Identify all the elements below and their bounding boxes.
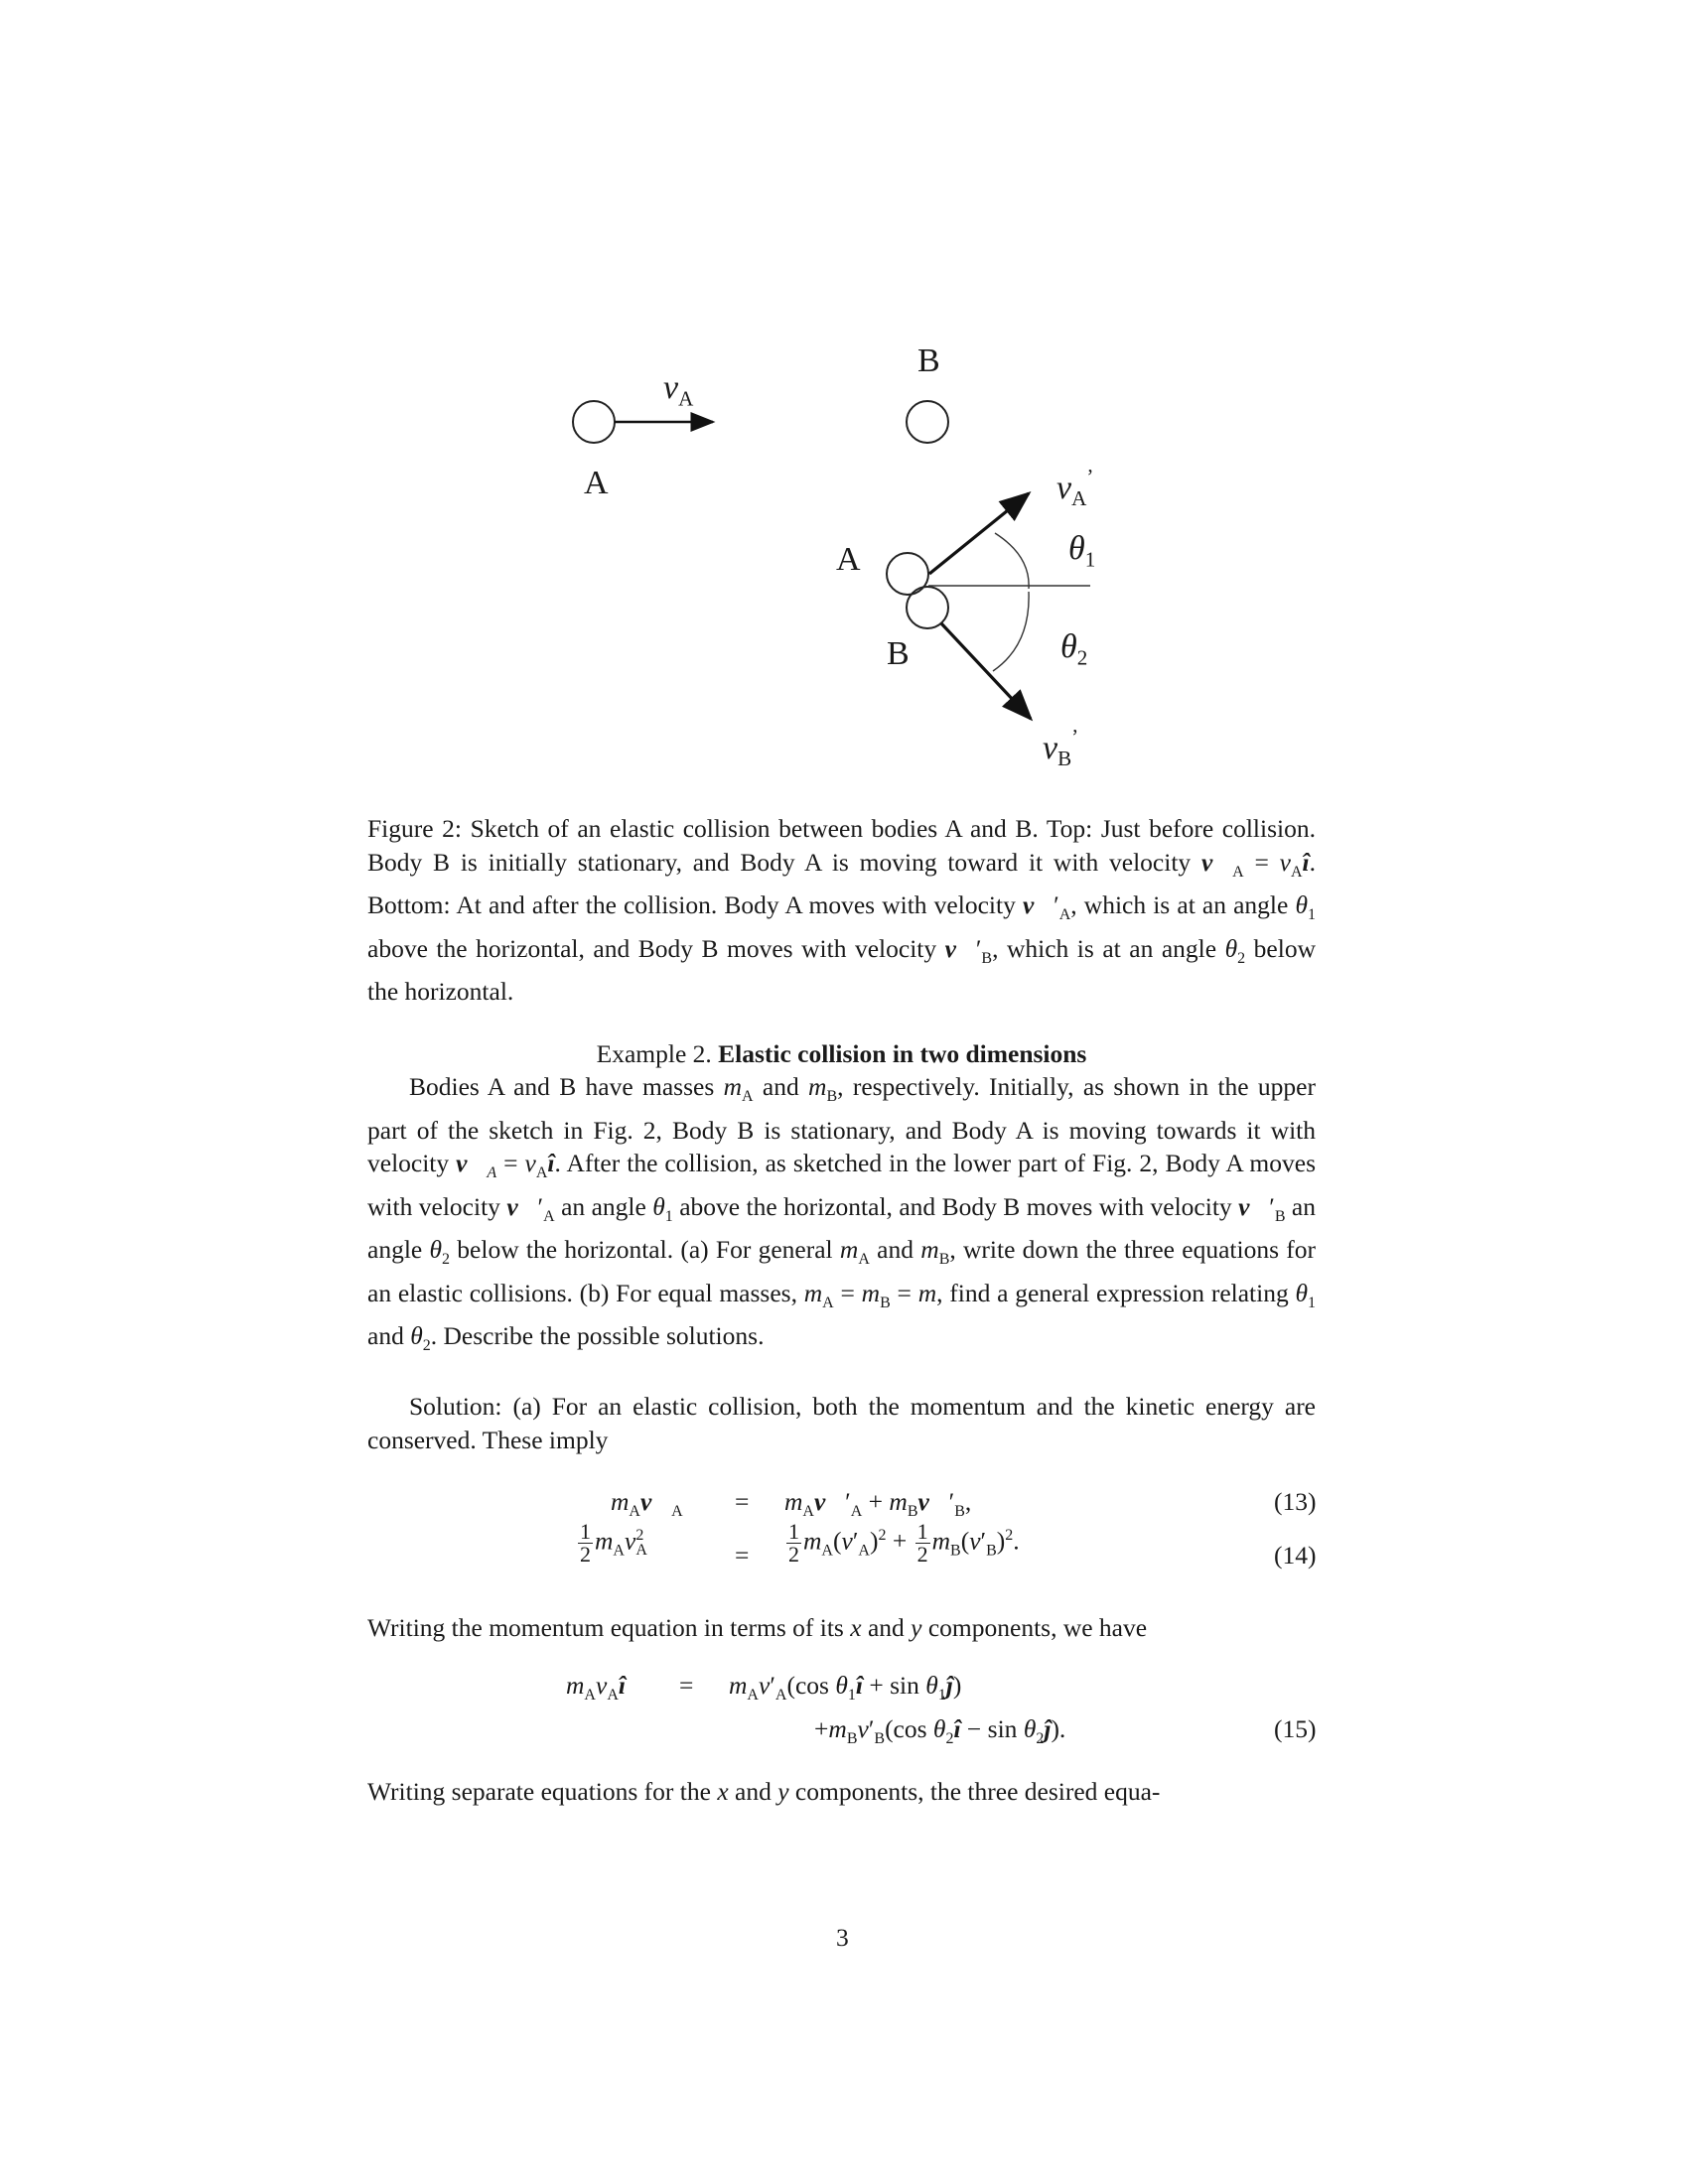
- example-heading-title: Elastic collision in two dimensions: [718, 1039, 1087, 1068]
- va-prime-mark: ’: [1086, 465, 1094, 488]
- label-theta1: [1068, 530, 1095, 572]
- top-body-a-circle: [573, 401, 615, 443]
- va-subscript: A: [678, 386, 694, 411]
- equation-13-lhs: $m_Av⃗_A$: [611, 1487, 683, 1521]
- equation-14-rhs: $\frac{1}{2}$ $m_A(v'_A)^2$ + $\frac{1}{2}$ $m_B(v'_B)^2$.: [788, 1519, 1020, 1567]
- final-line-text: Writing separate equations for the x and y components, the three desired equa-: [367, 1777, 1161, 1806]
- equation-15-lhs: $m_Av_Aî$: [566, 1671, 626, 1705]
- label-bottom-a: A: [836, 541, 861, 578]
- momentum-components-text: Writing the momentum equation in terms of its x and y components, we have: [367, 1613, 1148, 1642]
- equation-15-equals: =: [679, 1671, 694, 1700]
- page-number: 3: [836, 1923, 849, 1952]
- vb-prime-arrow: [941, 623, 1031, 719]
- bottom-body-b-circle: [907, 587, 948, 628]
- top-body-b-circle: [907, 401, 948, 443]
- va-prime-arrow: [929, 493, 1029, 574]
- va-prime-symbol: v: [1056, 469, 1072, 506]
- equation-15-rhs-line2: $+m_Bv'_B(\cos$ $\theta_2î - \sin$ $\theta_2ĵ$).: [814, 1714, 1066, 1748]
- example-body: Bodies A and B have masses $m_A$ and $m_B$, respectively. Initially, as shown in the upper part of the sketch in Fig. 2, Body B is stationary, and Body A is moving towards it with velocity $v⃗_A$ = $v_Aî$. After the collision, as sketched in the lower part of Fig. 2, Body A moves with velocity $v⃗'_A$ an angle $\theta_1$ above the horizontal, and Body B moves with velocity $v⃗'_B$ an angle $\theta_2$ below the horizontal. (a) For general $m_A$ and $m_B$, write down the three equations for an elastic collisions. (b) For equal masses, $m_A = m_B = m$, find a general expression relating $\theta_1$ and $\theta_2$. Describe the possible solutions.: [367, 1072, 1317, 1355]
- equation-14-lhs: $\frac{1}{2}$ $m_Av^2_A$: [580, 1519, 647, 1567]
- label-bottom-b: B: [887, 635, 910, 672]
- label-vb-prime: [1043, 725, 1078, 771]
- label-top-b: B: [917, 342, 940, 379]
- va-symbol: v: [663, 369, 679, 406]
- vb-prime-subscript: B: [1057, 747, 1072, 771]
- va-prime-subscript: A: [1071, 486, 1087, 511]
- equation-15-number: (15): [1274, 1714, 1317, 1743]
- equation-13-number: (13): [1274, 1487, 1317, 1516]
- equation-14-number: (14): [1274, 1541, 1317, 1570]
- label-theta2: [1060, 628, 1087, 670]
- theta1-subscript: 1: [1084, 547, 1096, 572]
- theta2-arc: [993, 592, 1029, 671]
- example-heading: [367, 1037, 1316, 1071]
- figure-caption: Figure 2: Sketch of an elastic collision between bodies A and B. Top: Just before collision. Body B is initially stationary, and Body A is moving toward it with velocity $v⃗_A$ = $v_Aî$. Bottom: At and after the collision. Body A moves with velocity $v⃗'_A$, which is at an angle $\theta_1$ above the horizontal, and Body B moves with velocity $v⃗'_B$, which is at an angle $\theta_2$ below the horizontal.: [367, 814, 1317, 1007]
- theta2-subscript: 2: [1076, 645, 1088, 670]
- vb-prime-mark: ’: [1071, 725, 1079, 749]
- label-va-prime: [1056, 465, 1093, 511]
- equation-13-equals: =: [735, 1487, 750, 1516]
- label-top-a: A: [584, 465, 609, 501]
- collision-figure: [0, 0, 1688, 794]
- equation-14-equals: =: [735, 1541, 750, 1570]
- equation-13-rhs: $m_Av⃗'_A$ + $m_Bv⃗'_B$,: [784, 1487, 972, 1521]
- solution-intro: Solution: (a) For an elastic collision, both the momentum and the kinetic energy are conserved. These imply: [367, 1392, 1316, 1454]
- equation-15-rhs-line1: $m_Av'_A(\cos$ $\theta_1î + \sin$ $\theta_1ĵ$): [729, 1671, 962, 1705]
- theta1-arc: [995, 533, 1029, 589]
- label-top-va: [663, 369, 693, 411]
- theta1-symbol: θ: [1068, 530, 1085, 567]
- vb-prime-symbol: v: [1043, 729, 1058, 766]
- example-heading-prefix: Example 2.: [596, 1039, 719, 1068]
- theta2-symbol: θ: [1060, 628, 1077, 665]
